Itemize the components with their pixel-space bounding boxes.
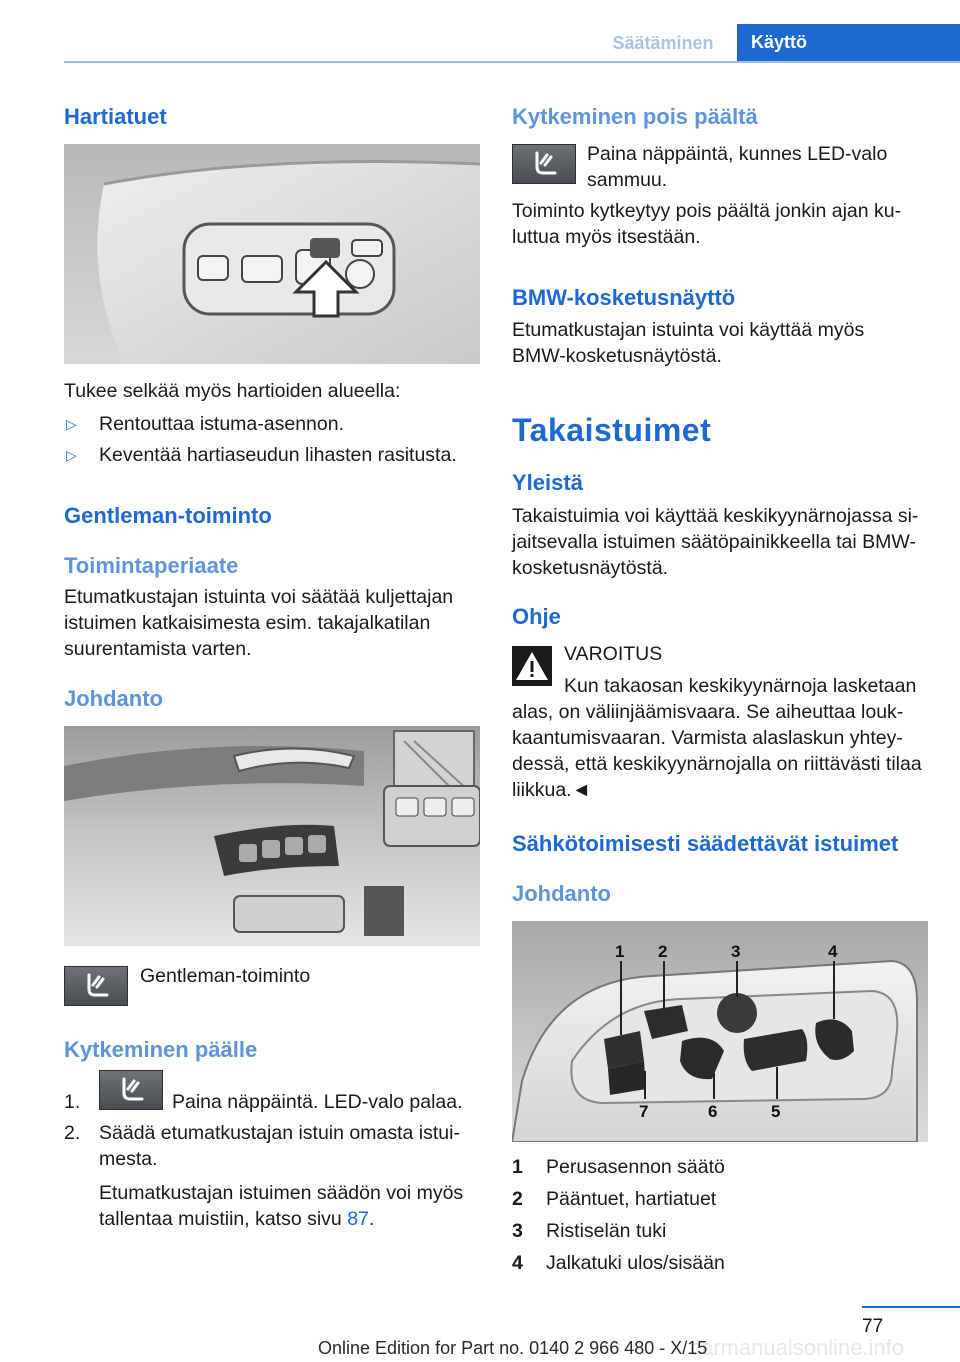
warning-icon <box>512 646 552 686</box>
footer-rule <box>862 1306 960 1308</box>
step2-note-last <box>99 1206 374 1232</box>
callout-label: 2 <box>658 942 668 961</box>
step2-period: . <box>368 1208 375 1230</box>
callout-label: 6 <box>708 1102 718 1121</box>
footer-edition: Online Edition for Part no. 0140 2 966 480 - X/15 <box>318 1338 708 1358</box>
legend-number: 4 <box>512 1252 523 1274</box>
step1-text: Paina näppäintä. LED-valo palaa. <box>172 1091 463 1113</box>
pois-note-line: Toiminto kytkeytyy pois päältä jonkin ajan ku- <box>512 200 902 222</box>
callout-label: 7 <box>639 1102 649 1121</box>
chapter-title-takaistuimet: Takaistuimet <box>512 412 712 448</box>
paragraph-line: istuimen katkaisimesta esim. takajalkatilan <box>64 612 431 634</box>
step2-line: mesta. <box>99 1148 158 1170</box>
list-item: Rentouttaa istuma-asennon. <box>99 413 344 435</box>
paragraph-line: suurentamista varten. <box>64 638 252 660</box>
warning-label: VAROITUS <box>564 643 663 665</box>
section-title-ohje: Ohje <box>512 604 561 629</box>
step2-note-line: Etumatkustajan istuimen säädön voi myös <box>99 1182 464 1204</box>
section-title-sahkotoimisesti: Sähkötoimisesti säädettävät istuimet <box>512 831 899 856</box>
subsection-title-johdanto-2: Johdanto <box>512 881 611 906</box>
yleista-line: jaitsevalla istuimen säätöpainikkeella tai BMW- <box>512 531 916 553</box>
warning-line: dessä, että keskikyynärnojalla on riittävästi tilaa <box>512 753 922 775</box>
legend-label: Ristiselän tuki <box>546 1220 667 1242</box>
pois-note-line: luttua myös itsestään. <box>512 226 701 248</box>
subsection-title-johdanto: Johdanto <box>64 686 163 711</box>
photo-seat-control-buttons <box>512 921 928 1142</box>
section-title-yleista: Yleistä <box>512 470 583 495</box>
section-title-hartiatuet: Hartiatuet <box>64 104 167 129</box>
photo-shoulder-support-switch <box>64 144 480 364</box>
gentleman-function-button[interactable] <box>512 144 576 184</box>
bmw-line: BMW-kosketusnäytöstä. <box>512 345 722 367</box>
step-number: 2. <box>64 1122 81 1144</box>
bmw-line: Etumatkustajan istuinta voi käyttää myös <box>512 319 865 341</box>
yleista-line: kosketusnäytöstä. <box>512 557 669 579</box>
header-rule <box>64 61 960 63</box>
callout-label: 4 <box>828 942 838 961</box>
hartiatuet-intro: Tukee selkää myös hartioiden alueella: <box>64 380 401 402</box>
subsection-title-toimintaperiaate: Toimintaperiaate <box>64 553 239 578</box>
photo-door-panel-switches <box>64 726 480 946</box>
page-number: 77 <box>862 1316 884 1337</box>
section-title-gentleman: Gentleman-toiminto <box>64 503 272 528</box>
subsection-title-kytkeminen-pois: Kytkeminen pois päältä <box>512 104 758 129</box>
pois-line: Paina näppäintä, kunnes LED-valo <box>587 143 888 165</box>
legend-number: 3 <box>512 1220 523 1242</box>
gentleman-function-button[interactable] <box>64 966 128 1006</box>
list-item: Keventää hartiaseudun lihasten rasitusta. <box>99 444 457 466</box>
section-title-bmw-kosketusnaytto: BMW-kosketusnäyttö <box>512 285 736 310</box>
legend-label: Perusasennon säätö <box>546 1156 725 1178</box>
step2-line: Säädä etumatkustajan istuin omasta istui- <box>99 1122 460 1144</box>
page-link-87[interactable]: 87 <box>347 1208 369 1230</box>
callout-label: 5 <box>771 1102 781 1121</box>
callout-label: 3 <box>731 942 741 961</box>
warning-line: Kun takaosan keskikyynärnoja lasketaan <box>564 675 917 697</box>
gentleman-function-button[interactable] <box>99 1070 163 1110</box>
header-tab-chapter[interactable]: Käyttö <box>737 24 960 63</box>
bullet-icon: ▷ <box>66 447 77 463</box>
header-tab-section[interactable]: Säätäminen <box>612 33 714 53</box>
legend-label: Pääntuet, hartiatuet <box>546 1188 717 1210</box>
legend-number: 2 <box>512 1188 523 1210</box>
callout-label: 1 <box>615 942 625 961</box>
subsection-title-kytkeminen-paalle: Kytkeminen päälle <box>64 1037 258 1062</box>
warning-line: alas, on väliinjäämisvaara. Se aiheuttaa louk- <box>512 701 904 723</box>
legend-number: 1 <box>512 1156 523 1178</box>
pois-line: sammuu. <box>587 169 668 191</box>
warning-line: liikkua.◄ <box>512 779 591 801</box>
bullet-icon: ▷ <box>66 416 77 432</box>
legend-label: Jalkatuki ulos/sisään <box>546 1252 725 1274</box>
yleista-line: Takaistuimia voi käyttää keskikyynärnojassa si- <box>512 505 919 527</box>
warning-line: kaantumisvaaran. Varmista alaslaskun yhtey- <box>512 727 903 749</box>
step-number: 1. <box>64 1091 81 1113</box>
watermark: carmanualsonline.info <box>690 1335 905 1360</box>
step2-note-text: tallentaa muistiin, katso sivu <box>99 1208 348 1230</box>
paragraph-line: Etumatkustajan istuinta voi säätää kuljettajan <box>64 586 454 608</box>
gentleman-button-label: Gentleman-toiminto <box>140 965 311 987</box>
